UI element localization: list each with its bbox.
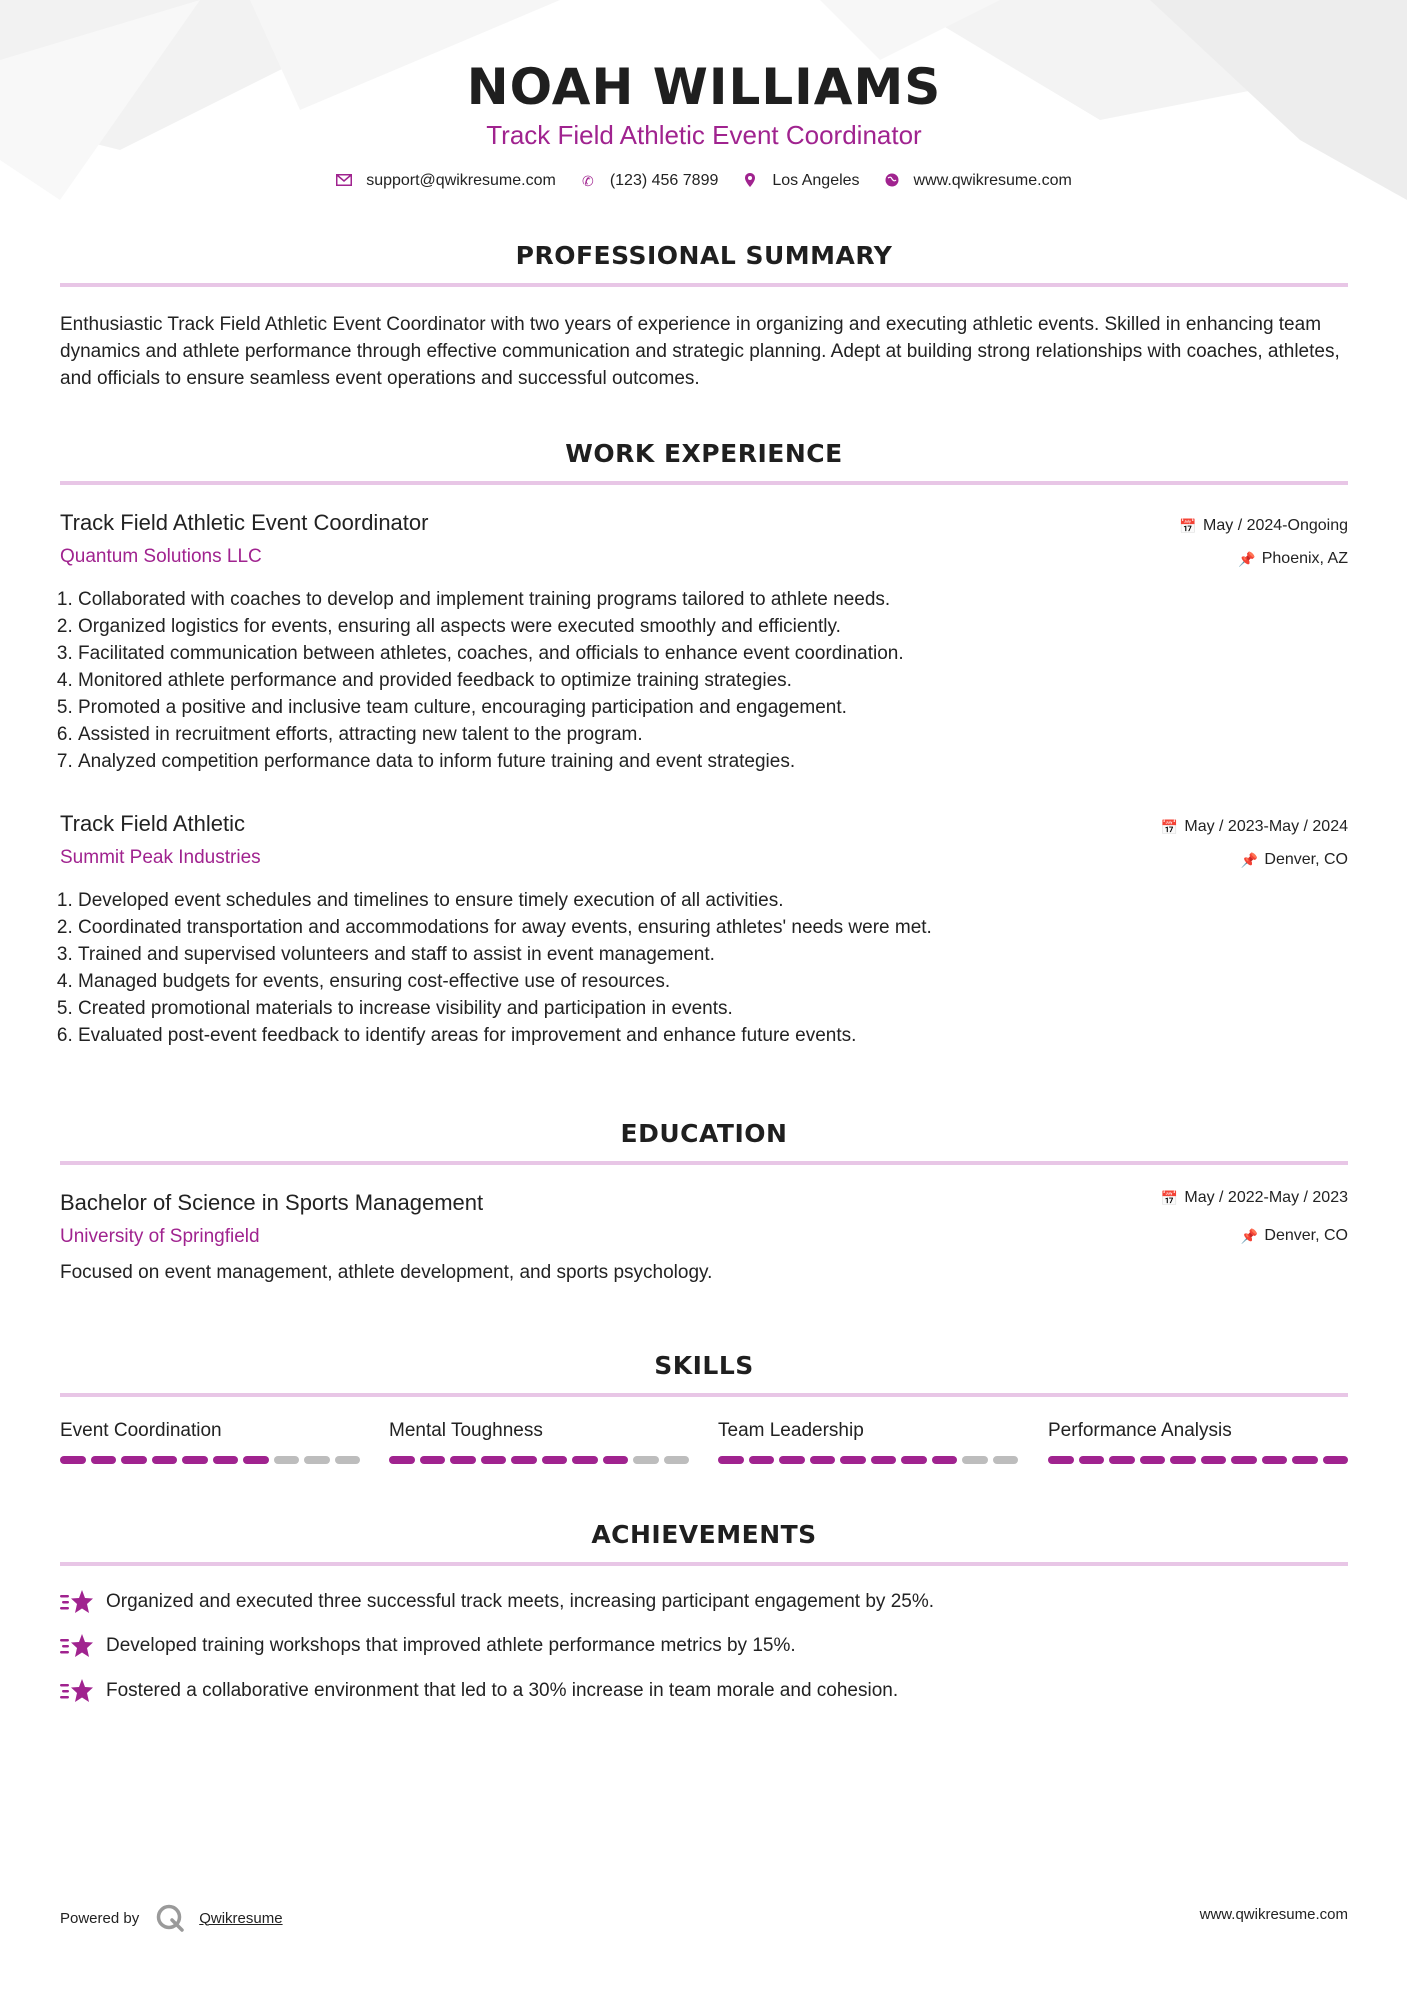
skill-dot-filled xyxy=(932,1456,958,1464)
section-heading-summary: PROFESSIONAL SUMMARY xyxy=(515,241,893,270)
job-date-text: May / 2023-May / 2024 xyxy=(1184,818,1348,835)
candidate-title: Track Field Athletic Event Coordinator xyxy=(486,120,922,150)
calendar-icon: 📅 xyxy=(1179,517,1197,534)
section-divider xyxy=(60,1161,1348,1165)
skill-item xyxy=(60,1420,360,1464)
list-item: 2. Coordinated transportation and accommodations for away events, ensuring athletes' needs were met. xyxy=(78,914,1338,941)
footer-website[interactable]: www.qwikresume.com xyxy=(1199,1906,1348,1923)
section-divider xyxy=(60,1562,1348,1566)
education-location-text: Denver, CO xyxy=(1264,1227,1348,1244)
skill-dot-filled xyxy=(420,1456,446,1464)
candidate-name: NOAH WILLIAMS xyxy=(466,58,942,116)
achievement-item xyxy=(60,1632,796,1660)
section-divider xyxy=(60,283,1348,287)
job-location-text: Phoenix, AZ xyxy=(1261,550,1348,567)
skill-rating xyxy=(718,1456,1018,1464)
job-company: Summit Peak Industries xyxy=(60,847,261,868)
powered-by-label: Powered by xyxy=(60,1909,140,1927)
skill-dot-filled xyxy=(871,1456,897,1464)
summary-text: Enthusiastic Track Field Athletic Event Coordinator with two years of experience in organizing and executing athletic events. Skilled in enhancing team dynamics and athlete performance through effective communication and strategic planning. Adept at building strong relationships with coaches, athletes, and officials to ensure seamless event operations and successful outcomes. xyxy=(60,314,1340,389)
skill-name: Team Leadership xyxy=(718,1420,864,1441)
skill-name: Performance Analysis xyxy=(1048,1420,1232,1441)
achievement-text: Developed training workshops that improved athlete performance metrics by 15%. xyxy=(106,1635,796,1656)
section-divider xyxy=(60,481,1348,485)
list-item: 4. Monitored athlete performance and provided feedback to optimize training strategies. xyxy=(78,667,1338,694)
list-item: 5. Promoted a positive and inclusive team culture, encouraging participation and engagement. xyxy=(78,694,1338,721)
job-bullets xyxy=(60,887,1338,1049)
education-date-text: May / 2022-May / 2023 xyxy=(1184,1189,1348,1206)
list-item: 3. Trained and supervised volunteers and staff to assist in event management. xyxy=(78,941,1338,968)
skill-item xyxy=(718,1420,1018,1464)
section-heading-education: EDUCATION xyxy=(620,1119,788,1148)
job-date xyxy=(1179,517,1348,535)
section-divider xyxy=(60,1393,1348,1397)
education-school: University of Springfield xyxy=(60,1226,260,1247)
list-item: 3. Facilitated communication between athletes, coaches, and officials to enhance event coordination. xyxy=(78,640,1338,667)
section-heading-achievements: ACHIEVEMENTS xyxy=(591,1520,817,1549)
skill-dot-filled xyxy=(542,1456,568,1464)
email-text: support@qwikresume.com xyxy=(366,172,556,189)
skill-dot-empty xyxy=(274,1456,300,1464)
skill-dot-filled xyxy=(901,1456,927,1464)
brand-link[interactable]: Qwikresume xyxy=(199,1909,283,1927)
skill-dot-filled xyxy=(1079,1456,1105,1464)
skill-dot-filled xyxy=(389,1456,415,1464)
skill-dot-filled xyxy=(840,1456,866,1464)
shooting-star-icon xyxy=(60,1632,94,1660)
list-item: 1. Collaborated with coaches to develop and implement training programs tailored to athlete needs. xyxy=(78,586,1338,613)
skill-dot-filled xyxy=(182,1456,208,1464)
job-location xyxy=(1238,550,1348,568)
shooting-star-icon xyxy=(60,1677,94,1705)
education-degree: Bachelor of Science in Sports Management xyxy=(60,1190,484,1215)
skill-dot-filled xyxy=(91,1456,117,1464)
job-bullets xyxy=(60,586,1338,775)
map-pin-icon xyxy=(742,173,758,190)
skill-dot-filled xyxy=(572,1456,598,1464)
skill-dot-empty xyxy=(335,1456,361,1464)
skill-dot-empty xyxy=(304,1456,330,1464)
skill-dot-filled xyxy=(213,1456,239,1464)
achievement-item xyxy=(60,1588,934,1616)
skill-dot-filled xyxy=(1201,1456,1227,1464)
list-item: 1. Developed event schedules and timelines to ensure timely execution of all activities. xyxy=(78,887,1338,914)
skill-dot-filled xyxy=(121,1456,147,1464)
job-company: Quantum Solutions LLC xyxy=(60,546,262,567)
skill-dot-filled xyxy=(152,1456,178,1464)
achievement-text: Fostered a collaborative environment that led to a 30% increase in team morale and cohesion. xyxy=(106,1680,899,1701)
envelope-icon xyxy=(336,173,352,189)
job-date-text: May / 2024-Ongoing xyxy=(1203,517,1348,534)
phone-icon: ✆ xyxy=(581,172,594,189)
skill-dot-filled xyxy=(1323,1456,1349,1464)
education-date xyxy=(1160,1189,1348,1207)
skill-rating xyxy=(60,1456,360,1464)
skill-dot-empty xyxy=(993,1456,1019,1464)
section-heading-skills: SKILLS xyxy=(654,1351,754,1380)
section-heading-experience: WORK EXPERIENCE xyxy=(565,439,843,468)
skill-dot-filled xyxy=(60,1456,86,1464)
skill-dot-filled xyxy=(511,1456,537,1464)
skill-dot-filled xyxy=(450,1456,476,1464)
skill-rating xyxy=(1048,1456,1348,1464)
job-location-text: Denver, CO xyxy=(1264,851,1348,868)
skill-dot-filled xyxy=(243,1456,269,1464)
education-location xyxy=(1240,1227,1348,1245)
skill-dot-empty xyxy=(633,1456,659,1464)
contact-location xyxy=(742,172,859,190)
skill-item xyxy=(1048,1420,1348,1464)
skill-dot-filled xyxy=(1231,1456,1257,1464)
location-text: Los Angeles xyxy=(772,172,860,189)
skill-dot-empty xyxy=(664,1456,690,1464)
contact-website[interactable] xyxy=(884,172,1072,190)
skill-dot-filled xyxy=(810,1456,836,1464)
job-title: Track Field Athletic Event Coordinator xyxy=(60,510,429,535)
skill-dot-filled xyxy=(718,1456,744,1464)
skill-dot-filled xyxy=(1170,1456,1196,1464)
calendar-icon: 📅 xyxy=(1160,818,1179,835)
skill-rating xyxy=(389,1456,689,1464)
achievement-item xyxy=(60,1677,898,1705)
list-item: 6. Evaluated post-event feedback to identify areas for improvement and enhance future events. xyxy=(78,1022,1338,1049)
qwikresume-logo-icon xyxy=(155,1903,185,1933)
education-description: Focused on event management, athlete development, and sports psychology. xyxy=(60,1262,713,1283)
skill-dot-filled xyxy=(481,1456,507,1464)
skill-dot-filled xyxy=(1109,1456,1135,1464)
list-item: 7. Analyzed competition performance data to inform future training and event strategies. xyxy=(78,748,1338,775)
list-item: 4. Managed budgets for events, ensuring cost-effective use of resources. xyxy=(78,968,1338,995)
job-date xyxy=(1160,818,1348,836)
footer-powered-by xyxy=(60,1903,283,1933)
contact-phone[interactable] xyxy=(580,172,719,190)
list-item: 2. Organized logistics for events, ensuring all aspects were executed smoothly and efficiently. xyxy=(78,613,1338,640)
globe-icon xyxy=(884,173,900,190)
skill-dot-filled xyxy=(779,1456,805,1464)
achievement-text: Organized and executed three successful track meets, increasing participant engagement by 25%. xyxy=(106,1591,935,1612)
list-item: 6. Assisted in recruitment efforts, attracting new talent to the program. xyxy=(78,721,1338,748)
pushpin-icon: 📌 xyxy=(1240,851,1259,868)
skill-dot-empty xyxy=(962,1456,988,1464)
list-item: 5. Created promotional materials to increase visibility and participation in events. xyxy=(78,995,1338,1022)
phone-text: (123) 456 7899 xyxy=(609,172,719,189)
contact-email[interactable] xyxy=(336,172,556,190)
shooting-star-icon xyxy=(60,1588,94,1616)
skill-dot-filled xyxy=(603,1456,629,1464)
skill-dot-filled xyxy=(1292,1456,1318,1464)
skill-dot-filled xyxy=(1048,1456,1074,1464)
pushpin-icon: 📌 xyxy=(1240,1227,1259,1244)
calendar-icon: 📅 xyxy=(1160,1189,1179,1206)
skill-dot-filled xyxy=(1140,1456,1166,1464)
skill-dot-filled xyxy=(749,1456,775,1464)
job-location xyxy=(1240,851,1348,869)
website-text: www.qwikresume.com xyxy=(913,172,1072,189)
skill-name: Event Coordination xyxy=(60,1420,222,1441)
contact-bar xyxy=(60,172,1348,190)
skill-item xyxy=(389,1420,689,1464)
skill-dot-filled xyxy=(1262,1456,1288,1464)
pushpin-icon: 📌 xyxy=(1238,550,1256,567)
job-title: Track Field Athletic xyxy=(60,811,246,836)
skill-name: Mental Toughness xyxy=(389,1420,543,1441)
